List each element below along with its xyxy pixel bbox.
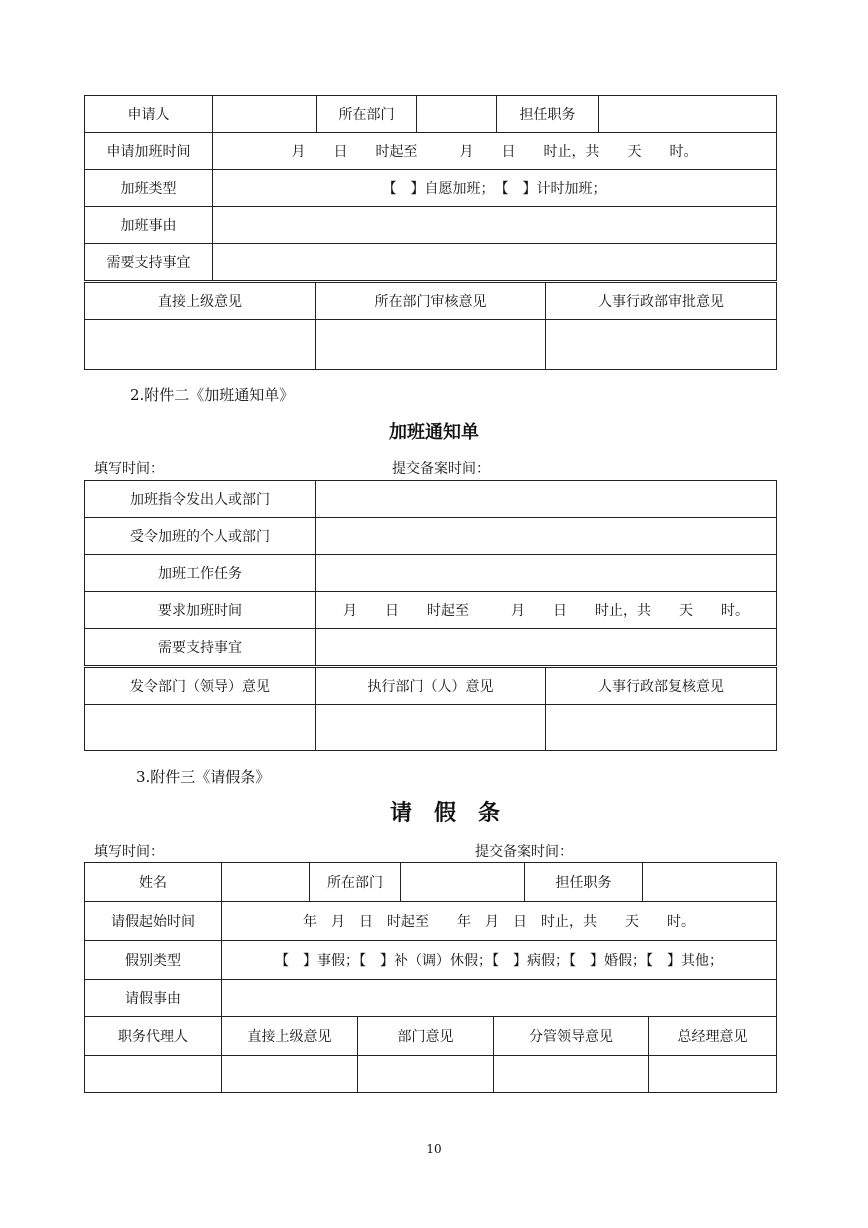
ot-time-label: 申请加班时间 (85, 133, 213, 170)
ot-type-label: 加班类型 (85, 170, 213, 207)
name-field[interactable] (222, 863, 310, 902)
issuer-opinion-field[interactable] (85, 705, 316, 751)
executor-opinion-field[interactable] (316, 705, 546, 751)
applicant-field[interactable] (213, 96, 317, 133)
supervisor-opinion-field[interactable] (85, 320, 316, 370)
reason-label: 加班事由 (85, 207, 213, 244)
section2-submit-time: 提交备案时间： (392, 461, 490, 477)
notice-task-label: 加班工作任务 (85, 555, 316, 592)
leave-leader-label: 分管领导意见 (494, 1017, 649, 1056)
agent-field[interactable] (85, 1056, 222, 1093)
notice-recipient-label: 受令加班的个人或部门 (85, 518, 316, 555)
overtime-notice-table (84, 480, 777, 666)
leave-time-label: 请假起始时间 (85, 902, 222, 941)
leave-gm-field[interactable] (649, 1056, 777, 1093)
ot-time-value[interactable]: 月 日 时起至 月 日 时止，共 天 时。 (213, 133, 777, 170)
notice-support-field[interactable] (316, 629, 777, 666)
dept-review-label: 所在部门审核意见 (316, 283, 546, 320)
overtime-application-table (84, 95, 777, 281)
section2-heading: 2.附件二《加班通知单》 (130, 386, 295, 404)
hr-review-label: 人事行政部复核意见 (546, 668, 777, 705)
notice-approval-table (84, 667, 777, 751)
leave-supervisor-label: 直接上级意见 (222, 1017, 358, 1056)
notice-support-label: 需要支持事宜 (85, 629, 316, 666)
leave-time-value[interactable]: 年 月 日 时起至 年 月 日 时止，共 天 时。 (222, 902, 777, 941)
dept-review-field[interactable] (316, 320, 546, 370)
applicant-label: 申请人 (85, 96, 213, 133)
leave-approval-table (84, 1016, 777, 1093)
notice-recipient-field[interactable] (316, 518, 777, 555)
agent-label: 职务代理人 (85, 1017, 222, 1056)
section3-heading: 3.附件三《请假条》 (136, 768, 271, 786)
dept-label: 所在部门 (317, 96, 417, 133)
issuer-opinion-label: 发令部门（领导）意见 (85, 668, 316, 705)
notice-time-value[interactable]: 月 日 时起至 月 日 时止，共 天 时。 (316, 592, 777, 629)
leave-position-label: 担任职务 (525, 863, 643, 902)
notice-issuer-label: 加班指令发出人或部门 (85, 481, 316, 518)
ot-type-value[interactable]: 【 】自愿加班； 【 】计时加班； (213, 170, 777, 207)
leave-leader-field[interactable] (494, 1056, 649, 1093)
notice-task-field[interactable] (316, 555, 777, 592)
leave-dept-label: 所在部门 (310, 863, 401, 902)
leave-dept-opinion-field[interactable] (358, 1056, 494, 1093)
section3-submit-time: 提交备案时间： (475, 844, 573, 860)
hr-approval-label: 人事行政部审批意见 (546, 283, 777, 320)
support-field[interactable] (213, 244, 777, 281)
leave-dept-opinion-label: 部门意见 (358, 1017, 494, 1056)
supervisor-opinion-label: 直接上级意见 (85, 283, 316, 320)
hr-review-field[interactable] (546, 705, 777, 751)
page-number: 10 (426, 1142, 442, 1156)
leave-supervisor-field[interactable] (222, 1056, 358, 1093)
section2-fill-time: 填写时间： (94, 461, 164, 477)
reason-field[interactable] (213, 207, 777, 244)
overtime-approval-table (84, 282, 777, 370)
position-field[interactable] (599, 96, 777, 133)
notice-issuer-field[interactable] (316, 481, 777, 518)
leave-dept-field[interactable] (401, 863, 525, 902)
dept-field[interactable] (417, 96, 497, 133)
leave-type-value[interactable]: 【 】事假；【 】补（调）休假；【 】病假；【 】婚假；【 】其他； (222, 941, 777, 980)
leave-request-table (84, 862, 777, 1017)
leave-type-label: 假别类型 (85, 941, 222, 980)
leave-position-field[interactable] (643, 863, 777, 902)
section3-fill-time: 填写时间： (94, 844, 164, 860)
leave-gm-label: 总经理意见 (649, 1017, 777, 1056)
support-label: 需要支持事宜 (85, 244, 213, 281)
executor-opinion-label: 执行部门（人）意见 (316, 668, 546, 705)
leave-reason-label: 请假事由 (85, 980, 222, 1017)
section2-title: 加班通知单 (389, 422, 479, 443)
leave-reason-field[interactable] (222, 980, 777, 1017)
name-label: 姓名 (85, 863, 222, 902)
position-label: 担任职务 (497, 96, 599, 133)
notice-time-label: 要求加班时间 (85, 592, 316, 629)
hr-approval-field[interactable] (546, 320, 777, 370)
section3-title: 请假条 (389, 801, 522, 826)
